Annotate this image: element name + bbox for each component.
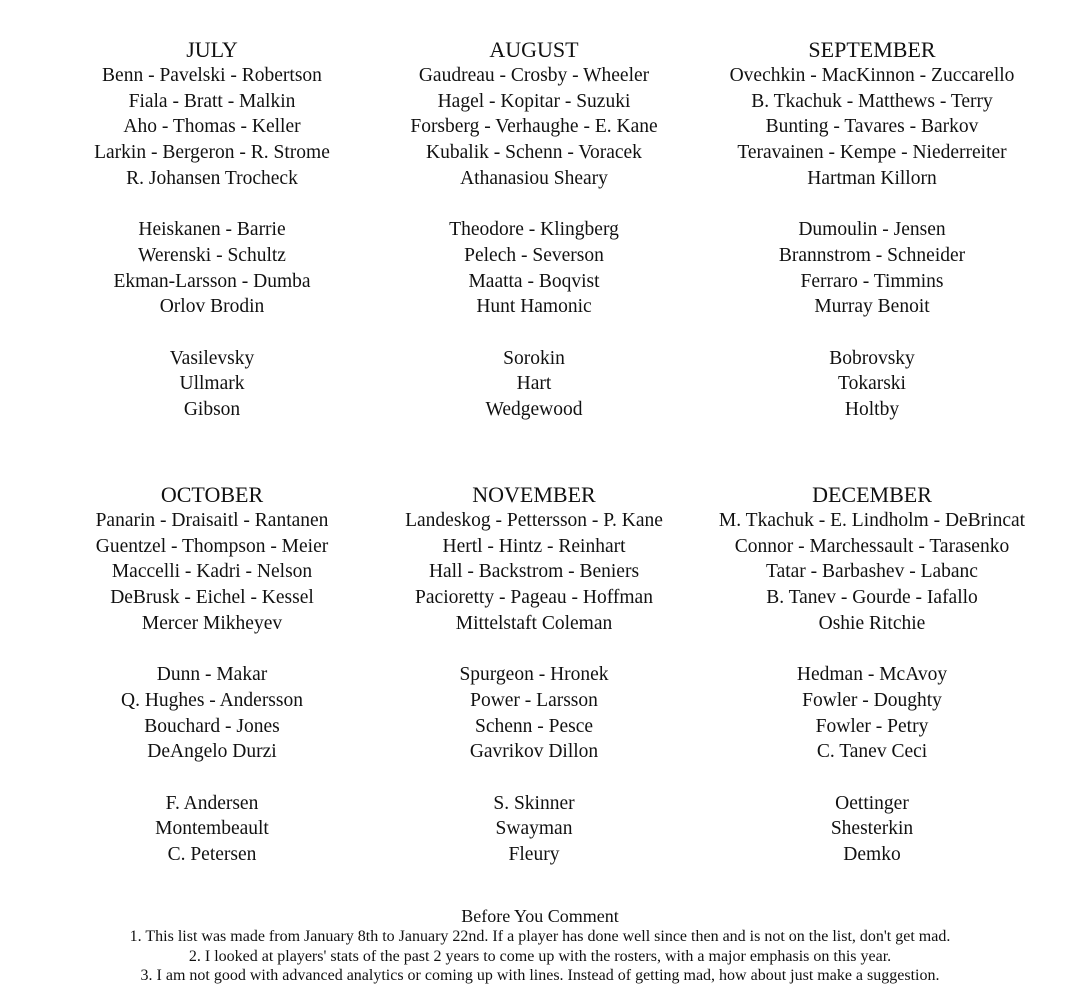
goalies-line: Swayman	[495, 818, 573, 840]
group-spacer	[32, 765, 392, 791]
group-spacer	[692, 765, 1052, 791]
goalies-line: Hart	[516, 373, 552, 395]
goalies-line: Sorokin	[503, 347, 565, 369]
defense-line: Fowler - Doughty	[802, 689, 942, 711]
defense-line: C. Tanev Ceci	[816, 741, 928, 763]
defense-line: Q. Hughes - Andersson	[121, 689, 303, 711]
month-title: AUGUST	[489, 37, 579, 62]
defense-line: Ferraro - Timmins	[800, 270, 944, 292]
month-block-october	[32, 482, 392, 868]
group-spacer	[692, 320, 1052, 346]
forwards-line: Athanasiou Sheary	[460, 167, 608, 189]
forwards-line: Mercer Mikheyev	[141, 612, 283, 634]
forwards-line: R. Johansen Trocheck	[126, 167, 298, 189]
forwards-line: Pacioretty - Pageau - Hoffman	[415, 587, 653, 609]
defense-line: Brannstrom - Schneider	[778, 244, 966, 266]
goalies-line: Montembeault	[155, 818, 269, 840]
group-spacer	[32, 636, 392, 662]
defense-line: Ekman-Larsson - Dumba	[113, 270, 311, 292]
goalies-line: S. Skinner	[493, 792, 575, 814]
footer-title: Before You Comment	[461, 906, 619, 926]
forwards-line: Aho - Thomas - Keller	[123, 116, 301, 138]
defense-line: Power - Larsson	[470, 689, 598, 711]
defense-line: DeAngelo Durzi	[147, 741, 277, 763]
goalies-line: Shesterkin	[830, 818, 914, 840]
group-spacer	[32, 320, 392, 346]
forwards-line: Connor - Marchessault - Tarasenko	[734, 535, 1010, 557]
defense-line: Dumoulin - Jensen	[798, 219, 946, 241]
month-title: JULY	[186, 37, 238, 62]
month-block-august	[354, 37, 714, 423]
goalies-line: Demko	[843, 843, 901, 865]
forwards-line: Gaudreau - Crosby - Wheeler	[418, 65, 650, 86]
forwards-line: Fiala - Bratt - Malkin	[128, 90, 296, 112]
month-block-september	[692, 37, 1052, 423]
forwards-line: Forsberg - Verhaughe - E. Kane	[410, 116, 658, 138]
forwards-line: M. Tkachuk - E. Lindholm - DeBrincat	[718, 510, 1026, 531]
group-spacer	[354, 191, 714, 217]
goalies-line: Holtby	[844, 398, 900, 420]
goalies-line: Bobrovsky	[829, 347, 915, 369]
defense-line: Orlov Brodin	[159, 296, 265, 318]
footer-note-1: 1. This list was made from January 8th to January 22nd. If a player has done well since then and is not on the list, don't get mad.	[129, 928, 951, 945]
defense-line: Werenski - Schultz	[138, 244, 286, 266]
footer-note-3: 3. I am not good with advanced analytics or coming up with lines. Instead of getting mad, how about just make a suggestion.	[140, 967, 940, 984]
group-spacer	[354, 320, 714, 346]
defense-line: Pelech - Severson	[464, 244, 604, 266]
defense-line: Murray Benoit	[814, 296, 930, 318]
group-spacer	[692, 636, 1052, 662]
month-title: SEPTEMBER	[808, 37, 936, 62]
defense-line: Fowler - Petry	[815, 715, 929, 737]
goalies-line: Ullmark	[179, 373, 245, 395]
forwards-line: Hartman Killorn	[807, 167, 937, 189]
before-you-comment-section	[0, 905, 1080, 986]
defense-line: Heiskanen - Barrie	[138, 219, 286, 241]
goalies-line: Wedgewood	[485, 398, 583, 420]
forwards-line: Kubalik - Schenn - Voracek	[426, 142, 642, 164]
goalies-line: Fleury	[508, 843, 560, 865]
defense-line: Bouchard - Jones	[144, 715, 280, 737]
group-spacer	[692, 191, 1052, 217]
month-title: DECEMBER	[812, 482, 932, 507]
defense-line: Theodore - Klingberg	[449, 219, 619, 241]
forwards-line: Hagel - Kopitar - Suzuki	[437, 90, 631, 112]
forwards-line: Mittelstaft Coleman	[455, 612, 613, 634]
footer-note-2: 2. I looked at players' stats of the past 2 years to come up with the rosters, with a major emphasis on this year.	[188, 947, 892, 965]
month-title: OCTOBER	[160, 482, 264, 507]
forwards-line: Landeskog - Pettersson - P. Kane	[405, 510, 663, 531]
goalies-line: F. Andersen	[165, 792, 259, 814]
goalies-line: Gibson	[183, 398, 241, 420]
defense-line: Hedman - McAvoy	[796, 664, 948, 686]
defense-line: Dunn - Makar	[156, 664, 268, 686]
forwards-line: Oshie Ritchie	[818, 612, 926, 634]
group-spacer	[354, 765, 714, 791]
forwards-line: B. Tkachuk - Matthews - Terry	[751, 90, 993, 112]
defense-line: Schenn - Pesce	[474, 715, 594, 737]
forwards-line: Tatar - Barbashev - Labanc	[766, 561, 978, 583]
forwards-line: Teravainen - Kempe - Niederreiter	[737, 142, 1007, 164]
goalies-line: Vasilevsky	[169, 347, 255, 369]
defense-line: Maatta - Boqvist	[468, 270, 600, 292]
month-block-july	[32, 37, 392, 423]
forwards-line: Bunting - Tavares - Barkov	[765, 116, 979, 138]
forwards-line: Hall - Backstrom - Beniers	[428, 561, 640, 583]
month-block-december	[692, 482, 1052, 868]
goalies-line: Oettinger	[835, 792, 909, 814]
forwards-line: DeBrusk - Eichel - Kessel	[110, 587, 314, 609]
forwards-line: Benn - Pavelski - Robertson	[102, 65, 322, 86]
forwards-line: B. Tanev - Gourde - Iafallo	[766, 587, 978, 609]
defense-line: Hunt Hamonic	[476, 296, 592, 318]
forwards-line: Larkin - Bergeron - R. Strome	[94, 142, 330, 164]
forwards-line: Panarin - Draisaitl - Rantanen	[95, 510, 329, 531]
goalies-line: Tokarski	[838, 373, 906, 395]
month-block-november	[354, 482, 714, 868]
forwards-line: Hertl - Hintz - Reinhart	[442, 535, 626, 557]
forwards-line: Ovechkin - MacKinnon - Zuccarello	[729, 65, 1015, 86]
group-spacer	[32, 191, 392, 217]
defense-line: Spurgeon - Hronek	[459, 664, 609, 686]
forwards-line: Guentzel - Thompson - Meier	[95, 535, 329, 557]
month-title: NOVEMBER	[472, 482, 596, 507]
defense-line: Gavrikov Dillon	[469, 741, 599, 763]
goalies-line: C. Petersen	[167, 843, 257, 865]
forwards-line: Maccelli - Kadri - Nelson	[111, 561, 313, 583]
group-spacer	[354, 636, 714, 662]
